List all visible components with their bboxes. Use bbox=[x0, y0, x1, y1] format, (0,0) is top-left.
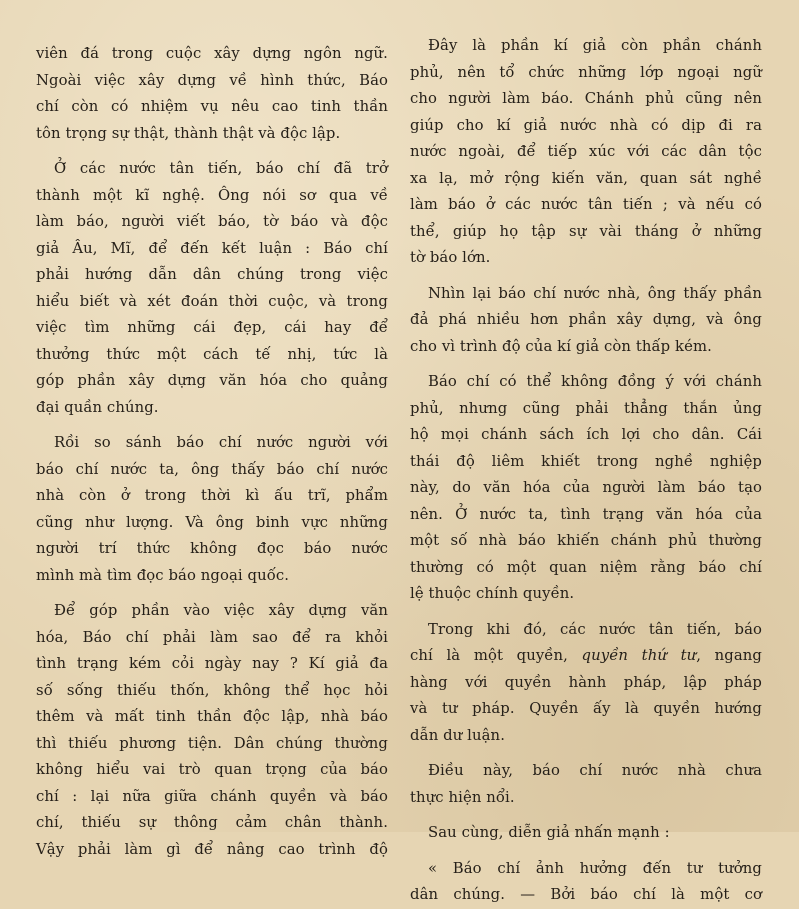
text-line bbox=[36, 183, 388, 210]
text-run: tôn trọng sự thật, thành thật và độc lập. bbox=[36, 124, 341, 142]
text-line bbox=[36, 678, 388, 705]
text-line bbox=[36, 757, 388, 784]
text-run: đả phá nhiều hơn phần xây dựng, và ông bbox=[410, 311, 762, 328]
text-line bbox=[410, 113, 762, 140]
text-line bbox=[410, 139, 762, 166]
left-column-text bbox=[36, 41, 388, 863]
text-line bbox=[36, 536, 388, 563]
text-line bbox=[36, 289, 388, 316]
text-line bbox=[36, 563, 388, 590]
text-run: cho người làm báo. Chánh phủ cũng nên bbox=[410, 90, 762, 107]
text-run: Báo chí có thể không đồng ý với chánh bbox=[428, 373, 762, 390]
text-line bbox=[36, 315, 388, 342]
text-run: góp phần xây dựng văn hóa cho quảng bbox=[36, 372, 388, 389]
text-line bbox=[36, 651, 388, 678]
text-line bbox=[36, 625, 388, 652]
text-line bbox=[36, 837, 388, 864]
text-line bbox=[410, 60, 762, 87]
text-run: Ở các nước tân tiến, báo chí đã trở bbox=[54, 160, 388, 177]
text-line bbox=[410, 696, 762, 723]
text-line bbox=[36, 121, 388, 148]
text-run: làm báo, người viết báo, tờ báo và độc bbox=[36, 213, 388, 230]
italic-run: quyền thứ tư bbox=[581, 647, 697, 664]
text-run: thưởng thức một cách tế nhị, tức là bbox=[36, 345, 388, 363]
text-line bbox=[410, 334, 762, 361]
right-column bbox=[410, 0, 762, 903]
text-line bbox=[36, 68, 388, 95]
text-line bbox=[410, 307, 762, 334]
text-line bbox=[410, 245, 762, 272]
text-line bbox=[410, 528, 762, 555]
text-run: dẫn dư luận. bbox=[410, 726, 505, 744]
text-run: phủ, nên tổ chức những lớp ngoại ngữ bbox=[410, 63, 762, 81]
text-line bbox=[36, 262, 388, 289]
text-run: Trong khi đó, các nước tân tiến, báo bbox=[428, 620, 762, 638]
text-line bbox=[410, 785, 762, 812]
text-run: thể, giúp họ tập sự vài tháng ở những bbox=[410, 222, 762, 240]
text-line bbox=[36, 342, 388, 369]
text-line bbox=[36, 41, 388, 68]
text-run: số sống thiếu thốn, không thể học hỏi bbox=[36, 681, 388, 699]
text-run: phải hướng dẫn dân chúng trong việc bbox=[36, 266, 388, 283]
text-run: thái độ liêm khiết trong nghề nghiệp bbox=[410, 452, 762, 470]
text-run: chí, thiếu sự thông cảm chân thành. bbox=[36, 814, 388, 831]
text-line bbox=[410, 369, 762, 396]
text-run: viên đá trong cuộc xây dựng ngôn ngữ. bbox=[36, 45, 388, 62]
text-line bbox=[36, 156, 388, 183]
text-line bbox=[410, 758, 762, 785]
text-run: báo chí nước ta, ông thấy báo chí nước bbox=[36, 460, 388, 478]
text-run: Sau cùng, diễn giả nhấn mạnh : bbox=[428, 824, 670, 841]
text-run: hiểu biết và xét đoán thời cuộc, và trong bbox=[36, 292, 388, 310]
text-run: , ngang bbox=[696, 647, 762, 664]
text-line bbox=[410, 281, 762, 308]
text-run: cho vì trình độ của kí giả còn thấp kém. bbox=[410, 337, 712, 355]
text-run: dân chúng. — Bởi báo chí là một cơ bbox=[410, 886, 762, 903]
text-run: phủ, nhưng cũng phải thẳng thắn ủng bbox=[410, 399, 762, 417]
text-line bbox=[410, 670, 762, 697]
text-run: « Báo chí ảnh hưởng đến tư tưởng bbox=[428, 859, 762, 877]
text-line bbox=[36, 430, 388, 457]
text-run: việc tìm những cái đẹp, cái hay để bbox=[36, 319, 388, 336]
text-line bbox=[410, 723, 762, 750]
text-run: nên. Ở nước ta, tình trạng văn hóa của bbox=[410, 505, 762, 523]
text-line bbox=[410, 882, 762, 909]
text-run: hộ mọi chánh sách ích lợi cho dân. Cái bbox=[410, 426, 762, 443]
text-line bbox=[36, 368, 388, 395]
text-line bbox=[36, 810, 388, 837]
text-run: xa lạ, mở rộng kiến văn, quan sát nghề bbox=[410, 169, 762, 187]
text-run: thực hiện nổi. bbox=[410, 788, 515, 806]
text-line bbox=[410, 422, 762, 449]
text-run: và tư pháp. Quyền ấy là quyền hướng bbox=[410, 700, 762, 717]
text-line bbox=[410, 33, 762, 60]
text-run: cũng như lượng. Và ông binh vực những bbox=[36, 513, 388, 531]
text-run: nước ngoài, để tiếp xúc với các dân tộc bbox=[410, 143, 762, 160]
left-column bbox=[36, 0, 388, 858]
text-run: chí là một quyền, bbox=[410, 647, 582, 664]
text-line bbox=[410, 856, 762, 883]
text-run: lệ thuộc chính quyền. bbox=[410, 585, 575, 602]
text-line bbox=[36, 483, 388, 510]
text-run: người trí thức không đọc báo nước bbox=[36, 540, 388, 557]
text-run: Nhìn lại báo chí nước nhà, ông thấy phần bbox=[428, 284, 762, 302]
text-run: thường có một quan niệm rằng báo chí bbox=[410, 558, 762, 576]
text-run: tình trạng kém cỏi ngày nay ? Kí giả đa bbox=[36, 655, 388, 672]
text-run: Rồi so sánh báo chí nước người với bbox=[54, 434, 388, 451]
text-run: hóa, Báo chí phải làm sao để ra khỏi bbox=[36, 628, 388, 646]
text-line bbox=[410, 820, 762, 847]
text-line bbox=[36, 704, 388, 731]
text-line bbox=[410, 617, 762, 644]
text-run: giúp cho kí giả nước nhà có dịp đi ra bbox=[410, 116, 762, 134]
text-run: tờ báo lớn. bbox=[410, 249, 491, 266]
text-run: giả Âu, Mĩ, để đến kết luận : Báo chí bbox=[36, 239, 388, 257]
text-run: hàng với quyền hành pháp, lập pháp bbox=[410, 673, 762, 691]
text-run: nhà còn ở trong thời kì ấu trĩ, phẩm bbox=[36, 487, 388, 504]
text-line bbox=[410, 86, 762, 113]
text-run: thêm và mất tinh thần độc lập, nhà báo bbox=[36, 708, 388, 725]
text-line bbox=[36, 94, 388, 121]
text-line bbox=[410, 192, 762, 219]
text-line bbox=[410, 475, 762, 502]
text-line bbox=[36, 236, 388, 263]
text-line bbox=[36, 731, 388, 758]
text-line bbox=[36, 784, 388, 811]
text-run: Để góp phần vào việc xây dựng văn bbox=[54, 602, 388, 619]
text-run: mình mà tìm đọc báo ngoại quốc. bbox=[36, 566, 290, 584]
text-line bbox=[410, 581, 762, 608]
text-line bbox=[410, 643, 762, 670]
text-line bbox=[410, 449, 762, 476]
right-column-text bbox=[410, 33, 762, 909]
text-run: này, do văn hóa của người làm báo tạo bbox=[410, 479, 762, 496]
text-line bbox=[410, 396, 762, 423]
text-run: Ngoài việc xây dựng về hình thức, Báo bbox=[36, 71, 388, 89]
text-run: đại quần chúng. bbox=[36, 398, 159, 416]
text-run: Điều này, báo chí nước nhà chưa bbox=[428, 762, 762, 779]
text-run: Vậy phải làm gì để nâng cao trình độ bbox=[36, 840, 388, 858]
text-run: làm báo ở các nước tân tiến ; và nếu có bbox=[410, 196, 762, 213]
text-run: chí còn có nhiệm vụ nêu cao tinh thần bbox=[36, 98, 388, 115]
text-line bbox=[410, 555, 762, 582]
text-line bbox=[410, 219, 762, 246]
text-run: thì thiếu phương tiện. Dân chúng thường bbox=[36, 734, 388, 752]
text-line bbox=[36, 457, 388, 484]
text-run: Đây là phần kí giả còn phần chánh bbox=[428, 37, 762, 54]
text-line bbox=[36, 209, 388, 236]
text-line bbox=[36, 395, 388, 422]
text-run: một số nhà báo khiến chánh phủ thường bbox=[410, 532, 762, 549]
text-run: chí : lại nữa giữa chánh quyền và báo bbox=[36, 787, 388, 805]
text-line bbox=[410, 166, 762, 193]
text-run: không hiểu vai trò quan trọng của báo bbox=[36, 761, 388, 778]
text-line bbox=[36, 598, 388, 625]
text-run: thành một kĩ nghệ. Ông nói sơ qua về bbox=[36, 186, 388, 204]
text-line bbox=[410, 502, 762, 529]
text-line bbox=[36, 510, 388, 537]
